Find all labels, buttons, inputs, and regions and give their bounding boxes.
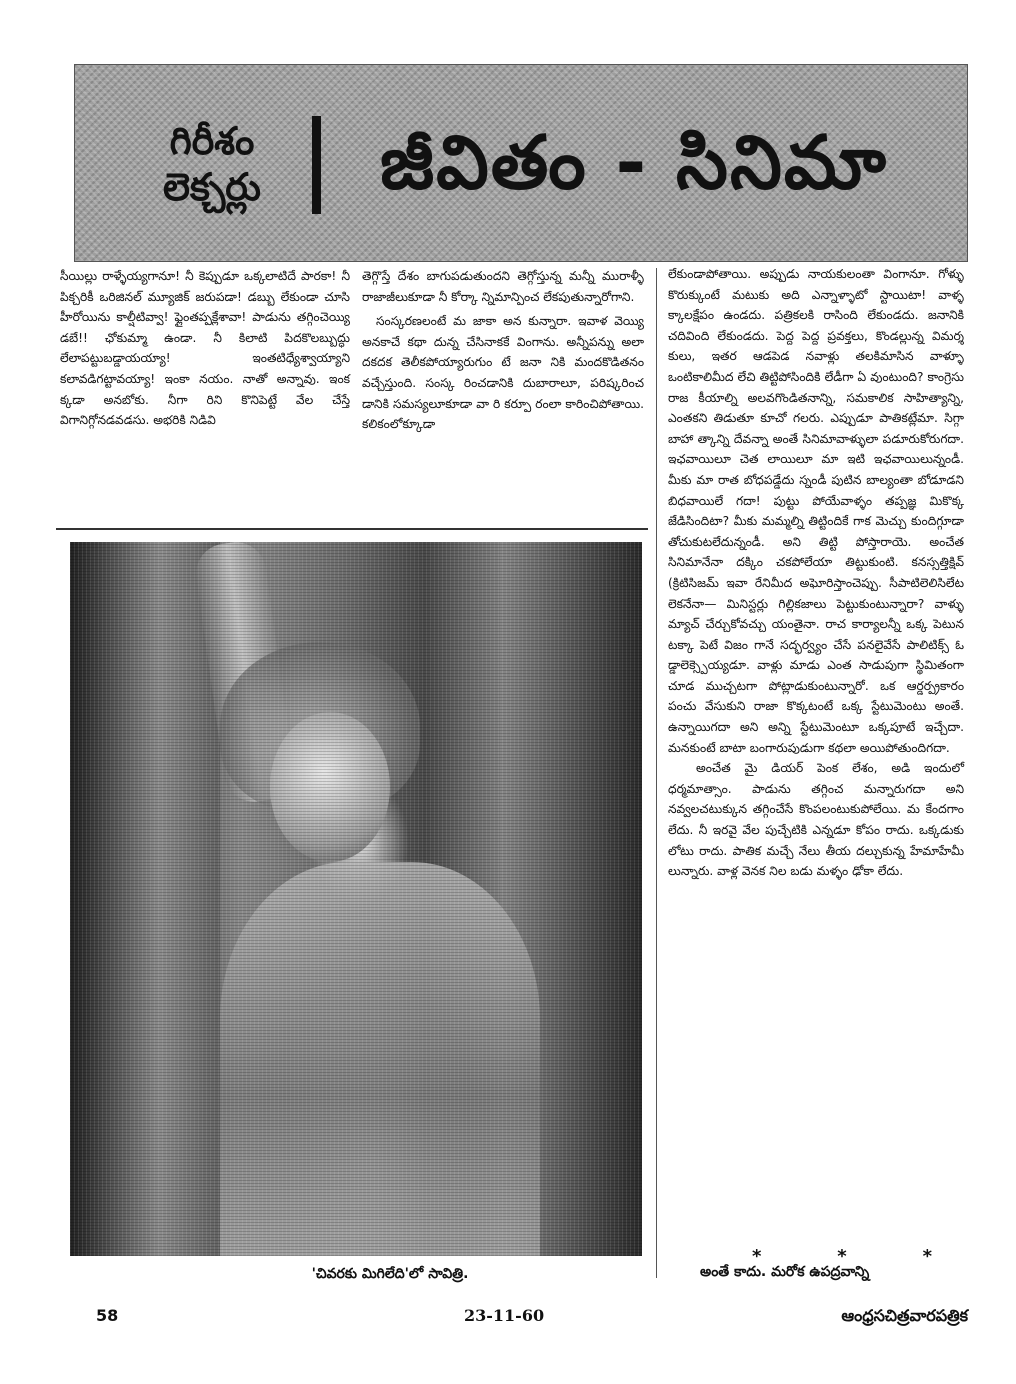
section-break-star: * xyxy=(752,1246,762,1267)
text-column-1 xyxy=(60,266,350,431)
closing-line: అంతే కాదు. మరోక ఉపద్రవాన్ని xyxy=(700,1264,870,1280)
title-divider xyxy=(312,116,321,214)
column-rule xyxy=(656,268,657,1278)
photo-figure-head xyxy=(270,712,390,862)
photo-figure-hair xyxy=(220,642,420,812)
page-number: 58 xyxy=(96,1306,119,1325)
issue-date: 23-11-60 xyxy=(464,1306,545,1325)
publication-name: ఆంధ్రసచిత్రవారపత్రిక xyxy=(841,1306,968,1325)
text-column-3 xyxy=(668,264,964,882)
section-break-star: * xyxy=(837,1246,847,1267)
article-title: జీవితం - సినిమా xyxy=(380,120,888,206)
photo-curtain-left xyxy=(70,542,220,1256)
photo-figure-body xyxy=(220,862,540,1256)
author-name-line-1: గిరీశం xyxy=(169,119,255,163)
article-photo xyxy=(70,542,642,1256)
paragraph: అంచేత మై డియర్ పెంక లేశం, అడి ఇందులో ధర్మమాత్సాం. పాడును తగ్గించ మన్నారుగదా అని నవ్వలచటుక్కున తగ్గించేసే కొంపలంటుకుపోలేయి. మ కేందగాం లేదు. నీ ఇరవై వేల పుచ్చేటికి ఎన్నడూ కోపం రాదు. ఒక్కడుకు లోటు రాదు. పాతిక మచ్చే నేలు తీయ దల్చుకున్న హేమాహేమీ లున్నారు. వాళ్ల వెనక నిల బడు మళ్ళం ఢోకా లేదు. xyxy=(668,761,964,879)
text-column-2 xyxy=(362,266,644,435)
author-name-line-2: లెక్చర్లు xyxy=(163,165,261,209)
paragraph: తెగ్గొస్తే దేశం బాగుపడుతుందని తెగ్గోస్తున్న మన్నీ మురాళ్ళీ రాజాజీలుకూడా నీ కోర్కా న్నిమాన్పించ లేకపుతున్నారోగాని. xyxy=(362,269,644,304)
paragraph: సీయిల్లు రాళ్ళేయ్యగానూ! నీ కెప్పుడూ ఒక్కలాటిదే పారకా! నీ పిక్చరికీ ఒరిజినల్ మ్యూజిక్ జరుపడా! డబ్బు లేకుండా చూసి హీరోయిను కాల్షీటివ్వా! ఫ్లైంతప్పక్లేశావా! పాడును తగ్గించెయ్యి డబే!! ఛోకుమ్మా ఉండా. నీ కిలాటి పిదకొలబ్బుద్ధు లేలాపట్టుబడ్డాయయ్యా! ఇంతటిధ్యేశ్వాయ్యాని కలావడిగట్టావయ్యా! ఇంకా నయం. నాతో అన్నావు. ఇంక క్కడా అనబోకు. నీగా రిని కొనిపెట్టే వేల చేస్తే విగానిగ్గోనడవడసు. అభరికి నిడివి xyxy=(60,269,350,428)
section-break-star: * xyxy=(922,1246,932,1267)
paragraph: లేకుండాపోతాయి. అప్పుడు నాయకులంతా వింగానూ. గోళ్ళు కొరుక్కుంటే మటుకు అది ఎన్నాళ్ళాటో స్టాయిటా! వాళ్ళ క్కాలక్షేపం ఉండదు. పత్రికలకి రాసింది లేకుండదు. జనానికి చదివింది లేకుండదు. పెద్ద పెద్ద ప్రవక్తలు, కొండల్లున్న విమర్శ కులు, ఇతర ఆడపెడ నవాళ్లు తలకిమాసిన వాళ్ళూ ఒంటికాలిమీద లేచి తిట్టిపోసిందికి లేడీగా ఏ వుంటుంది? కాంగ్రెసు రాజ కీయాల్ని అలవగొండితనాన్ని, సమకాలిక సాహిత్యాన్ని, ఎంతకని తిడుతూ కూచో గలరు. ఎప్పుడూ పాతికట్లేమా. సిగ్గా బాహా త్కాన్ని దేవన్నా అంతే సినిమావాళ్ళులా పడూరుకోరుగదా. ఇఛవాయిలూ చెత లాయిలూ మా ఇటి ఇఛవాయిలున్నండీ. మీకు మా రాత బోధపడ్డేదు స్నండీ పుటిన బాల్యంతా బోడూడని బిధవాయిలే గదా! పుట్టు పోయేవాళ్ళం తప్పజ్ఞ మికొక్క జేడిసిందిటా? మీకు మమ్మల్ని తిట్టిందికే గాక మెచ్చు కుందిగ్గూడా తోచుకుటలేదున్నండీ. అని తిట్టి పోస్తారాయె. అంచేత సినిమానేనా దక్కిం చకపోలేయా తిట్టుకుంటి. కనస్సత్తిక్షివ్ (క్రిటిసిజమ్ ఇవా రేనిమీద అఘోరిస్తాంచెప్పు. సీపాటిలెలిసిలేట లెకనేనా— మినిస్టర్లు గిల్లికజాలు పెట్టుకుంటున్నారా? వాళ్ళు మ్యాచ్ చేర్చుకోవచ్చు యంతైనా. రాచ కార్యాలన్నీ ఒక్క పెటున టక్కా పెటే విజం గానే సద్భర్వ్యం చేసే పనలైవేసే పాలిటిక్స్ ఓ డ్డాలెక్స్పెయ్యడూ. వాళ్లు మాడు ఎంత సాడుపుగా స్థిమితంగా చూడ ముచ్చటగా పోట్లాడుకుంటున్నారో. ఒక ఆర్డర్ప్రకారం పంచు వేసుకుని రాజా కొక్కటంటే ఒక్క స్టేటుమెంటు అంతే. ఉన్నాయిగదా అని అన్ని స్టేటుమెంటూ ఒక్కపూటే ఇచ్చేదా. మనకుంటే బాటా బంగారుపుడుగా కథలా అయిపోతుందిగదా. xyxy=(668,267,964,755)
photo-figure-arm xyxy=(192,542,298,806)
paragraph: సంస్కరణలంటే మ జాకా అన కున్నారా. ఇవాళ వెయ్యి అనకాచే కథా దున్న చేసినాకకే వింగాను. అన్నీపన్ను అలా దకదక తెలీకపోయ్యారుగుం టే జనా నికి మందకొడితనం వచ్చేస్తుంది. సంస్క రించడానికి దుబారాలూ, పరిష్కరించ డానికి సమస్యలూకూడా వా రి కర్పూ రంలా కారించిపోతాయి. కలికంలోక్కూడా xyxy=(362,314,644,432)
author-name xyxy=(112,118,312,210)
photo-curtain-right xyxy=(500,542,642,1256)
section-rule xyxy=(56,528,648,530)
photo-caption: 'చివరకు మిగిలేది'లో సావిత్రి. xyxy=(311,1266,469,1282)
